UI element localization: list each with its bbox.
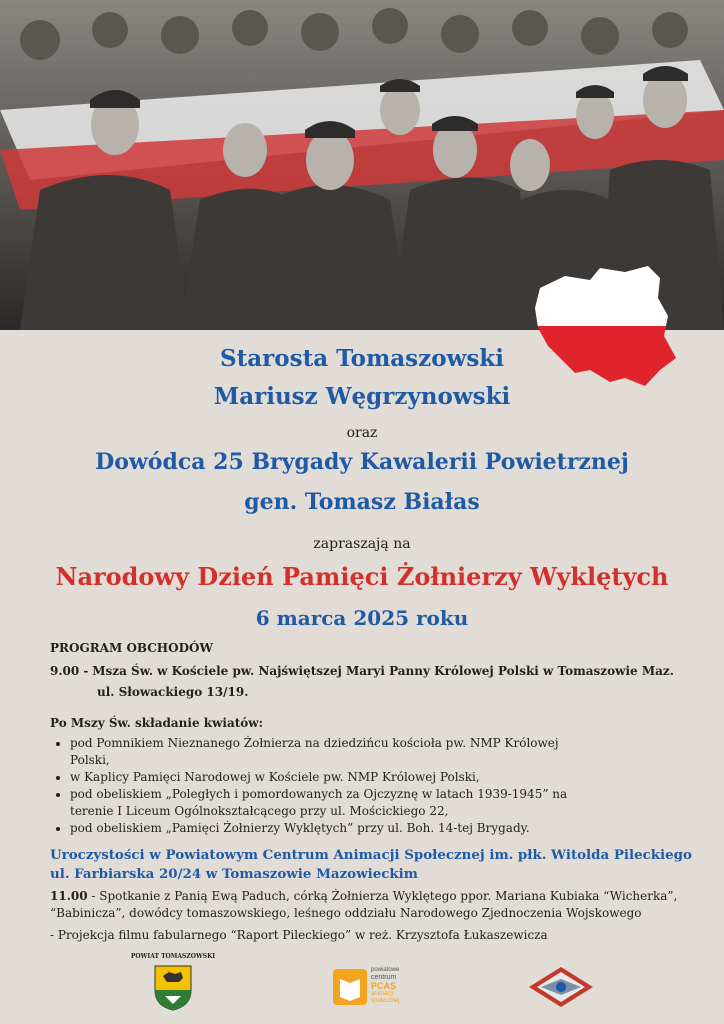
host-line-4: gen. Tomasz Białas [244, 489, 480, 515]
list-item: • pod Pomnikiem Nieznanego Żołnierza na dziedzińcu kościoła pw. NMP Królowej Polski, [70, 735, 570, 769]
powiat-crest-icon [153, 964, 193, 1012]
list-item: • w Kaplicy Pamięci Narodowej w Kościele pw. NMP Królowej Polski, [70, 769, 570, 786]
pcas-line-1: powiatowe [371, 967, 400, 973]
meeting-text: - Spotkanie z Panią Ewą Paduch, córką Żołnierza Wyklętego ppor. Mariana Kubiaka “Wicherka”, “Babinicza”, dowódcy tomaszowskiego, leśnego oddziału Narodowego Zjednoczenia Wojskowego [50, 889, 678, 920]
host-line-2: Mariusz Węgrzynowski [213, 383, 511, 410]
list-item: • pod obeliskiem „Pamięci Żołnierzy Wyklętych” przy ul. Boh. 14-tej Brygady. [70, 820, 570, 837]
host-line-3: Dowódca 25 Brygady Kawalerii Powietrznej [95, 449, 629, 475]
event-date: 6 marca 2025 roku [255, 606, 469, 630]
conjunction-text: oraz [346, 425, 378, 441]
meeting-time: 11.00 [50, 889, 88, 903]
pcas-line-4: animacji [371, 991, 394, 997]
host-line-1: Starosta Tomaszowski [220, 345, 504, 372]
mass-entry [50, 663, 690, 680]
mass-time: 9.00 - [50, 664, 89, 678]
brigade-emblem-icon [527, 965, 595, 1009]
pcas-line-5: społecznej [371, 998, 400, 1004]
pcas-logo [333, 967, 423, 1007]
venue-line-1: Uroczystości w Powiatowym Centrum Animacji Społecznej im. płk. Witolda Pileckiego [50, 847, 692, 863]
venue-line-2: ul. Farbiarska 20/24 w Tomaszowie Mazowieckim [50, 866, 418, 882]
pcas-line-3: PCAS [371, 981, 397, 991]
powiat-label: POWIAT TOMASZOWSKI [130, 953, 216, 960]
pcas-line-2: centrum [371, 974, 397, 981]
film-entry: - Projekcja filmu fabularnego “Raport Pileckiego” w reż. Krzysztofa Łukaszewicza [50, 928, 548, 942]
meeting-entry [50, 888, 690, 922]
poland-map-flag-icon [530, 258, 680, 393]
list-item: • pod obeliskiem „Poległych i pomordowanych za Ojczyznę w latach 1939-1945” na terenie I Liceum Ogólnokształcącego przy ul. Mościckiego 22, [70, 786, 570, 820]
event-title: Narodowy Dzień Pamięci Żołnierzy Wyklętych [55, 562, 669, 591]
pcas-book-icon [333, 969, 367, 1005]
invite-text: zapraszają na [313, 536, 411, 552]
flowers-list [50, 735, 570, 837]
powiat-logo [128, 953, 218, 1016]
mass-address: ul. Słowackiego 13/19. [97, 685, 249, 699]
mass-text: Msza Św. w Kościele pw. Najświętszej Maryi Panny Królowej Polski w Tomaszowie Maz. [92, 664, 674, 678]
program-heading: PROGRAM OBCHODÓW [50, 641, 213, 655]
flowers-heading: Po Mszy Św. składanie kwiatów: [50, 716, 264, 730]
